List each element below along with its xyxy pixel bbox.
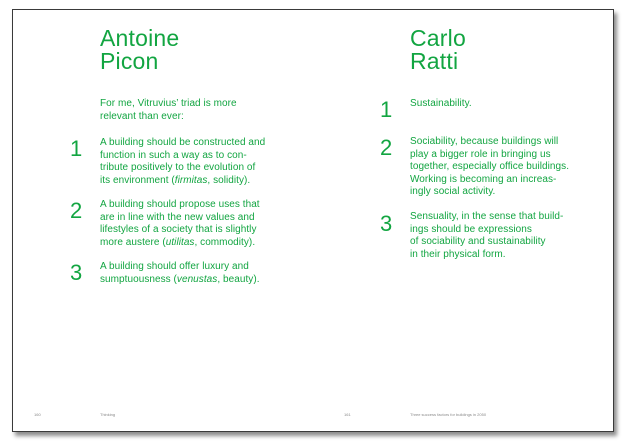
item-line: together, especially office buildings. — [410, 161, 570, 173]
item-line: tribute positively to the evolution of — [100, 162, 256, 174]
item-line: A building should offer luxury and — [100, 261, 249, 272]
item-line: in their physical form. — [410, 248, 506, 260]
author-name — [410, 27, 466, 73]
item-number: 3 — [380, 211, 393, 236]
item-line: of sociability and sustainability — [410, 236, 546, 248]
list-item-text — [410, 98, 472, 111]
item-number: 3 — [70, 260, 83, 285]
item-line: Working is becoming an increas- — [410, 173, 557, 185]
list-item-text — [100, 137, 265, 187]
book-spread — [12, 9, 614, 432]
list-item-text — [410, 211, 563, 261]
author-first-name: Carlo — [410, 25, 466, 51]
item-number: 1 — [380, 97, 393, 122]
author-last-name: Picon — [100, 48, 159, 74]
item-line: ingly social activity. — [410, 186, 496, 198]
item-number: 2 — [380, 135, 393, 160]
item-number: 2 — [70, 198, 83, 223]
item-line: play a bigger role in bringing us — [410, 148, 551, 160]
list-item-text — [410, 136, 569, 199]
list-item-text — [100, 199, 260, 249]
item-line: are in line with the new values and — [100, 211, 255, 223]
author-first-name: Antoine — [100, 25, 180, 51]
intro-line: For me, Vitruvius’ triad is more — [100, 98, 237, 109]
list-item-text — [100, 261, 260, 286]
item-line: its environment (firmitas, solidity). — [100, 174, 251, 186]
intro-line: relevant than ever: — [100, 110, 184, 122]
page-number: 161 — [344, 412, 351, 417]
item-line: A building should be constructed and — [100, 137, 266, 148]
page-number: 160 — [34, 412, 41, 417]
item-line: sumptuousness (venustas, beauty). — [100, 273, 260, 285]
item-line: A building should propose uses that — [100, 199, 260, 210]
item-line: ings should be expressions — [410, 223, 532, 235]
item-line: lifestyles of a society that is slightly — [100, 224, 257, 236]
item-line: Sociability, because buildings will — [410, 136, 559, 147]
running-footer: Thinking — [100, 412, 116, 417]
item-line: more austere (utilitas, commodity). — [100, 236, 256, 248]
item-line: Sensuality, in the sense that build- — [410, 211, 564, 222]
left-page — [13, 10, 314, 431]
item-number: 1 — [70, 136, 83, 161]
intro-text — [100, 98, 237, 123]
right-page — [314, 10, 615, 431]
running-footer: Three success factors for buildings in 2050 — [410, 412, 487, 417]
item-line: Sustainability. — [410, 98, 472, 109]
author-last-name: Ratti — [410, 48, 459, 74]
author-name — [100, 27, 179, 73]
item-line: function in such a way as to con- — [100, 149, 247, 161]
